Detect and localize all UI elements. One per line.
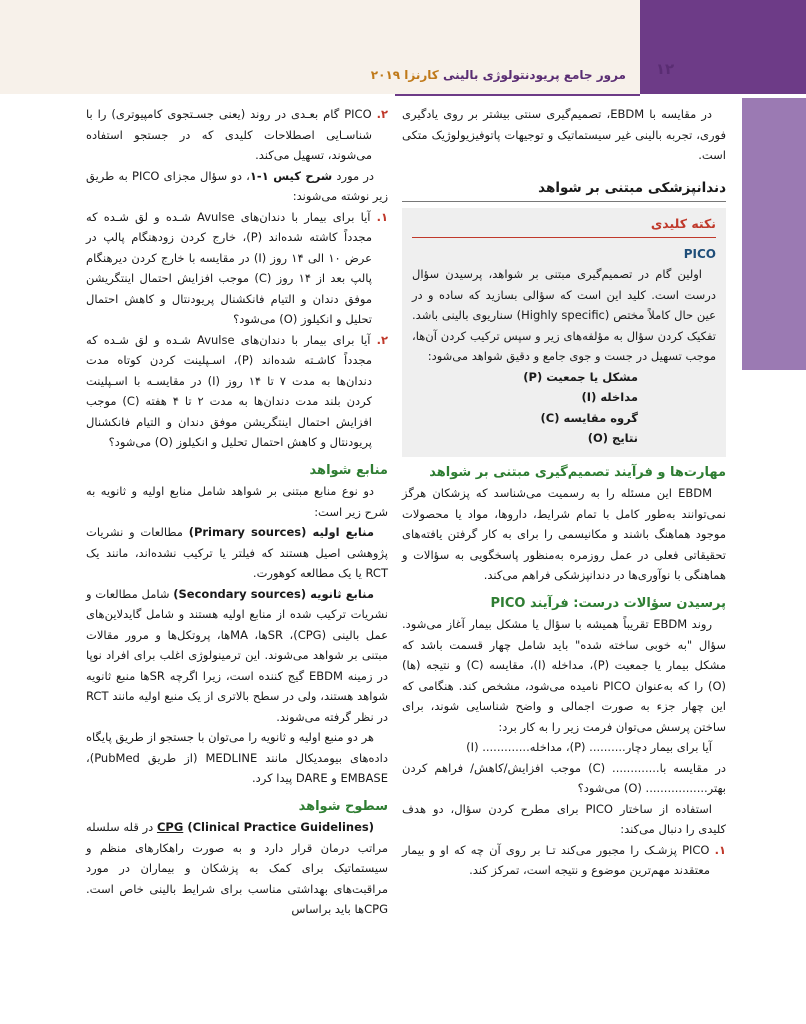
list-number: ۲. (376, 107, 388, 121)
section-heading-sources: منابع شواهد (309, 462, 388, 478)
key-point-title: نکته کلیدی (412, 214, 716, 238)
pico-question-2 (86, 330, 388, 453)
primary-sources-label: منابع اولیه (Primary sources) (188, 525, 374, 539)
book-title: مرور جامع پریودنتولوژی بالینی (442, 68, 626, 82)
list-number: ۲. (376, 332, 388, 347)
intro-paragraph: در مقایسه با EBDM، تصمیم‌گیری سنتی بیشتر بر روی یادگیری فوری، تجربه بالینی غیر سیستماتیک و توجیهات پاتوفیزیولوژیک متکی است. (402, 107, 726, 162)
key-point-subtitle: PICO (683, 246, 716, 261)
pico-goal-1 (402, 840, 726, 881)
primary-sources (86, 522, 388, 584)
cpg-text: در قله سلسله مراتب درمان قرار دارد و به صورت راهکارهای منظم و سیستماتیک برای کمک به پزشکان و بیماران در مورد مراقبت‌های بهداشتی مناسب برای شرایط بالینی خاص است. CPGها باید براساس (86, 820, 388, 916)
key-point-item: مداخله (I) (581, 390, 638, 404)
section-heading-ebd: دندانپزشکی مبتنی بر شواهد (402, 178, 726, 203)
pico-paragraph: روند EBDM تقریباً همیشه با سؤال یا مشکل بیمار آغاز می‌شود. سؤال "به خوبی ساخته شده" باید شامل چهار قسمت باشد که مشکل بیمار یا جمعیت (P)، مداخله (I)، مقایسه (C) و نتیجه (ها) (O) را که به‌عنوان PICO نامیده می‌شود، مشخص کند. هنگامی که این چهار جزء به صورت اجمالی و واضح شناسایی شوند، برای ساختن پرسش می‌توان فرمت زیر را به کار برد: (402, 617, 727, 734)
case-intro-pre: در مورد (336, 168, 375, 183)
sources-intro: دو نوع منابع مبتنی بر شواهد شامل منابع اولیه و ثانویه به شرح زیر است: (86, 484, 388, 519)
secondary-sources-text: شامل مطالعات و نشریات ترکیب شده از منابع اولیه هستند و شامل گایدلاین‌های عمل بالینی (CPG)، SRها، MAها، پروتکل‌ها و مرور مقالات مبتنی بر شواهد می‌شوند. این ترمینولوژی اغلب برای افراد نوپا در زمینه EBDM گیج کننده است، زیرا اگرچه SRها منبع ثانویه شواهد هستند، ولی در سطح بالاتری از یک منبع اولیه مانند RCT در نظر گرفته می‌شوند. (86, 586, 388, 724)
right-column (402, 104, 726, 881)
key-point-item: گروه مقایسه (C) (540, 410, 638, 425)
header-rule (395, 94, 640, 96)
list-number: ۱. (714, 842, 727, 857)
key-point-box (402, 208, 726, 457)
pico-goals-intro: استفاده از ساختار PICO برای مطرح کردن سؤال، دو هدف کلیدی را دنبال می‌کند: (402, 801, 726, 836)
page-number: ۱۲ (655, 60, 675, 78)
book-subtitle: کارنزا ۲۰۱۹ (370, 68, 439, 82)
pico-question-2-text: آیا برای بیمار با دندان‌های Avulse شـده و لق شـده که مجدداً کاشـته شده‌اند (P)، اسـپلینت کردن کوتاه مدت دندان‌ها به مدت ۷ تا ۱۴ روز (I) در مقایسـه با اسـپلینت کردن بلند مدت دندان‌ها به مدت ۲ تا ۴ هفته (C) موجب افزایش احتمال اینتگریشن موفق دندان و التیام فانکشنال پریودنتال و کاهش احتمال تحلیل و انکیلوز (O) می‌شود؟ (86, 332, 373, 449)
pico-goal-2-text: PICO گام بعـدی در روند (یعنی جسـتجوی کامپیوتری) را با شناسـایی اصطلاحات کلیدی که در جستجو استفاده می‌شوند، تسهیل می‌کند. (86, 107, 372, 162)
skills-paragraph: EBDM این مسئله را به رسمیت می‌شناسد که پزشکان هرگز نمی‌توانند به‌طور کامل با تمام شرایط، داروها، مواد یا محصولات موجود هماهنگ باشند و مکانیسمی را برای به کار گرفتن یافته‌های تحقیقاتی فعلی در عمل روزمره به‌منظور پاسخگویی به سؤالات و هماهنگی با نوآوری‌ها در دندانپزشکی فراهم می‌کند. (402, 486, 726, 582)
pico-goal-2 (86, 104, 388, 166)
list-number: ۱. (376, 209, 388, 224)
case-intro (86, 166, 388, 207)
running-title (371, 68, 626, 82)
section-heading-pico: پرسیدن سؤالات درست: فرآیند PICO (490, 595, 726, 611)
cpg-fullname: (Clinical Practice Guidelines) (183, 820, 374, 834)
search-paragraph: هر دو منبع اولیه و ثانویه را می‌توان با جستجو از طریق پایگاه داده‌های بیومدیکال مانند MEDLINE (از طریق PubMed)، EMBASE و DARE پیدا کرد. (86, 730, 388, 785)
key-point-item: مشکل یا جمعیت (P) (523, 369, 638, 384)
header-purple-block (640, 0, 806, 94)
cpg-paragraph (86, 817, 388, 920)
pico-format-line-1: آیا برای بیمار دچار.......... (P)، مداخله............. (I) (466, 740, 712, 754)
key-point-item: نتایج (O) (587, 431, 638, 445)
section-heading-levels: سطوح شواهد (298, 798, 388, 814)
case-reference: شرح کیس ۱-۱ (249, 168, 333, 183)
left-column (86, 104, 388, 920)
primary-sources-text: مطالعات و نشریات پژوهشی اصیل هستند که فیلتر یا ترکیب نشده‌اند، مانند یک RCT یا یک مطالعه کوهورت. (86, 525, 388, 580)
case-intro-post: ، دو سؤال مجزای PICO به طریق زیر نوشته می‌شوند: (86, 168, 388, 203)
chapter-tab (742, 98, 806, 370)
key-point-text: اولین گام در تصمیم‌گیری مبتنی بر شواهد، پرسیدن سؤال درست است. کلید این است که سؤالی بسازید که ساده و در عین حال کاملاً مختص (Highly specific) سناریوی بالینی باشد. تفکیک کردن سؤال به مؤلفه‌های زیر و سپس ترکیب کردن آن‌ها، موجب تسهیل در جست و جوی جامع و دقیق شواهد می‌شود: (412, 267, 717, 363)
secondary-sources-label: منابع ثانویه (Secondary sources) (173, 586, 374, 601)
section-heading-skills: مهارت‌ها و فرآیند تصمیم‌گیری مبتنی بر شواهد (429, 464, 726, 480)
pico-question-1-text: آیا برای بیمار با دندان‌های Avulse شـده و لق شـده که مجدداً کاشته شده‌اند (P)، خارج کردن زودهنگام پالپ در عرض ۱۰ الی ۱۴ روز (I) در مقایسه با خارج کردن دیرهنگام پالپ بعد از ۱۴ روز (C) موجب افزایش احتمال اینتگریشن موفق دندان و التیام فانکشنال پریودنتال و کاهش احتمال تحلیل و انکیلوز (O) می‌شود؟ (86, 209, 372, 326)
secondary-sources (86, 584, 388, 728)
cpg-label: CPG (156, 820, 184, 834)
pico-format-line-2: در مقایسه با............. (C) موجب افزایش/کاهش/ فراهم کردن بهتر................. (O) می‌شود؟ (402, 760, 726, 795)
pico-goal-1-text: PICO پزشـک را مجبور می‌کند تـا بر روی آن چه که او و بیمار معتقدند مهم‌ترین موضوع و نتیجه است، تمرکز کند. (402, 842, 710, 877)
pico-question-1 (86, 207, 388, 330)
